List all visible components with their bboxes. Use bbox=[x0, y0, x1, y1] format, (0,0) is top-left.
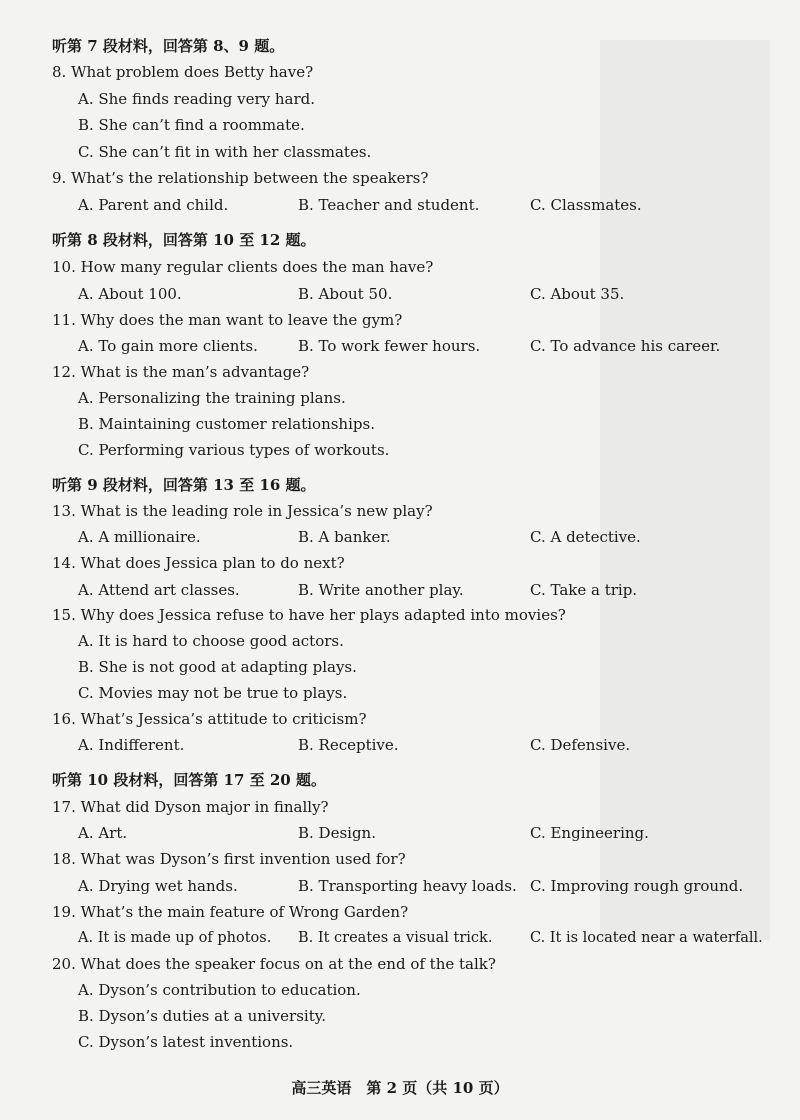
question-20: 20. What does the speaker focus on at the end of the talk? bbox=[52, 955, 496, 973]
question-16: 16. What’s Jessica’s attitude to criticism? bbox=[52, 710, 367, 728]
question-9: 9. What’s the relationship between the speakers? bbox=[52, 169, 429, 187]
question-19: 19. What’s the main feature of Wrong Garden? bbox=[52, 903, 409, 921]
q10-option-a: A. About 100. bbox=[78, 285, 182, 303]
q14-option-a: A. Attend art classes. bbox=[78, 581, 240, 599]
q20-option-c: C. Dyson’s latest inventions. bbox=[78, 1033, 294, 1051]
q18-option-b: B. Transporting heavy loads. bbox=[298, 877, 517, 895]
q17-option-c: C. Engineering. bbox=[530, 824, 649, 842]
q13-option-a: A. A millionaire. bbox=[78, 528, 201, 546]
section-head-7: 听第 7 段材料，回答第 8、9 题。 bbox=[52, 37, 285, 55]
q15-option-c: C. Movies may not be true to plays. bbox=[78, 684, 348, 702]
question-17: 17. What did Dyson major in finally? bbox=[52, 798, 329, 816]
q9-option-c: C. Classmates. bbox=[530, 196, 642, 214]
q9-option-a: A. Parent and child. bbox=[78, 196, 229, 214]
q17-option-a: A. Art. bbox=[78, 824, 128, 842]
q15-option-b: B. She is not good at adapting plays. bbox=[78, 658, 357, 676]
q12-option-c: C. Performing various types of workouts. bbox=[78, 441, 390, 459]
q10-option-b: B. About 50. bbox=[298, 285, 393, 303]
question-10: 10. How many regular clients does the man have? bbox=[52, 258, 434, 276]
section-head-10: 听第 10 段材料，回答第 17 至 20 题。 bbox=[52, 771, 326, 789]
q13-option-c: C. A detective. bbox=[530, 528, 641, 546]
question-15: 15. Why does Jessica refuse to have her plays adapted into movies? bbox=[52, 606, 566, 624]
q11-option-c: C. To advance his career. bbox=[530, 337, 721, 355]
show-through-texture bbox=[600, 40, 770, 940]
q8-option-b: B. She can’t find a roommate. bbox=[78, 116, 305, 134]
q13-option-b: B. A banker. bbox=[298, 528, 391, 546]
q14-option-c: C. Take a trip. bbox=[530, 581, 638, 599]
question-14: 14. What does Jessica plan to do next? bbox=[52, 554, 345, 572]
q11-option-a: A. To gain more clients. bbox=[78, 337, 258, 355]
q8-option-a: A. She finds reading very hard. bbox=[78, 90, 316, 108]
q16-option-a: A. Indifferent. bbox=[78, 736, 185, 754]
q18-option-a: A. Drying wet hands. bbox=[78, 877, 238, 895]
q12-option-b: B. Maintaining customer relationships. bbox=[78, 415, 375, 433]
q12-option-a: A. Personalizing the training plans. bbox=[78, 389, 346, 407]
section-head-8: 听第 8 段材料，回答第 10 至 12 题。 bbox=[52, 231, 316, 249]
question-13: 13. What is the leading role in Jessica’s new play? bbox=[52, 502, 433, 520]
question-18: 18. What was Dyson’s first invention used for? bbox=[52, 850, 406, 868]
section-head-9: 听第 9 段材料，回答第 13 至 16 题。 bbox=[52, 476, 316, 494]
page-footer: 高三英语 第 2 页（共 10 页） bbox=[291, 1079, 509, 1097]
q18-option-c: C. Improving rough ground. bbox=[530, 877, 744, 895]
q16-option-c: C. Defensive. bbox=[530, 736, 631, 754]
q10-option-c: C. About 35. bbox=[530, 285, 625, 303]
q11-option-b: B. To work fewer hours. bbox=[298, 337, 481, 355]
q8-option-c: C. She can’t fit in with her classmates. bbox=[78, 143, 372, 161]
q20-option-b: B. Dyson’s duties at a university. bbox=[78, 1007, 326, 1025]
q19-option-a: A. It is made up of photos. bbox=[78, 930, 272, 946]
question-12: 12. What is the man’s advantage? bbox=[52, 363, 310, 381]
q17-option-b: B. Design. bbox=[298, 824, 376, 842]
q20-option-a: A. Dyson’s contribution to education. bbox=[78, 981, 361, 999]
q9-option-b: B. Teacher and student. bbox=[298, 196, 480, 214]
question-8: 8. What problem does Betty have? bbox=[52, 63, 314, 81]
question-11: 11. Why does the man want to leave the gym? bbox=[52, 311, 403, 329]
q19-option-c: C. It is located near a waterfall. bbox=[530, 930, 763, 946]
q16-option-b: B. Receptive. bbox=[298, 736, 399, 754]
q19-option-b: B. It creates a visual trick. bbox=[298, 930, 493, 946]
q14-option-b: B. Write another play. bbox=[298, 581, 464, 599]
q15-option-a: A. It is hard to choose good actors. bbox=[78, 632, 344, 650]
